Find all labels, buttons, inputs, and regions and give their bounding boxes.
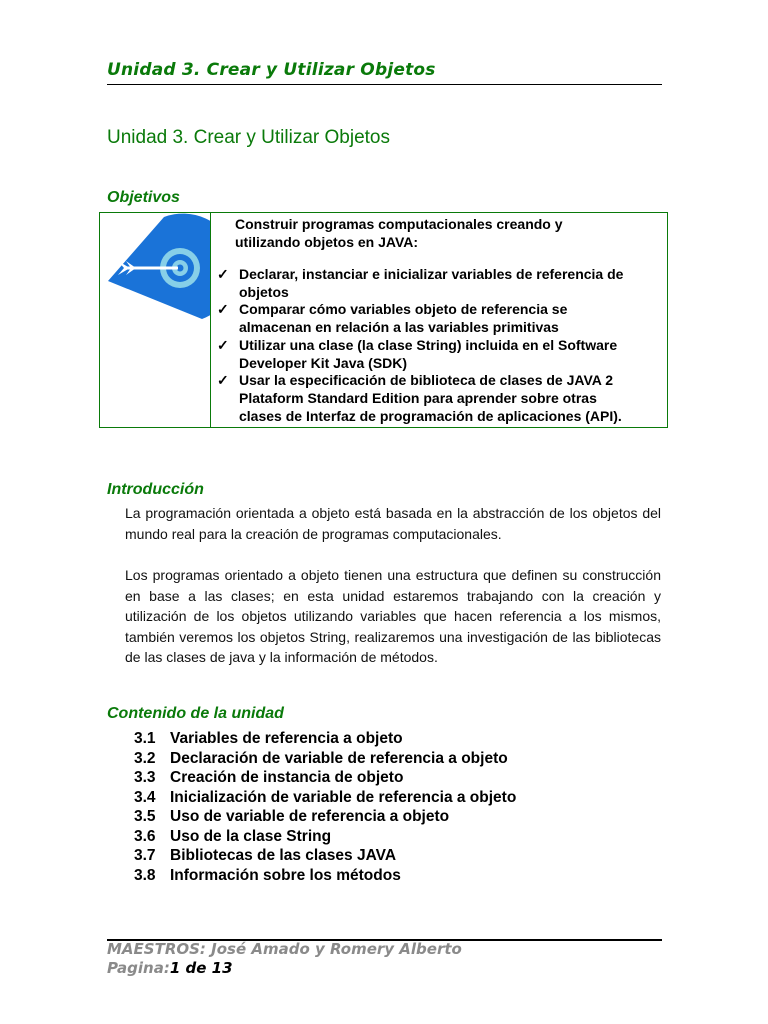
intro-paragraph-2: Los programas orientado a objeto tienen una estructura que definen su construcción en base a las clases; en esta unidad estaremos trabajando con la creación y utilización de los objetos utilizando variables que hacen referencia a los mismos, también veremos los objetos String, realizaremos una investigación de las bibliotecas de las clases de java y la información de métodos. [125, 567, 661, 666]
objective-item: ✓ Declarar, instanciar e inicializar variables de referencia de objetos [217, 266, 624, 300]
page-label: Pagina: [107, 959, 170, 977]
contents-item: 3.8 Información sobre los métodos [134, 866, 401, 884]
contents-item: 3.2 Declaración de variable de referencia a objeto [134, 749, 508, 767]
objectives-table [99, 212, 668, 428]
contents-item: 3.6 Uso de la clase String [134, 827, 332, 845]
footer-page [107, 959, 233, 977]
objectives-list [217, 266, 662, 425]
running-header: Unidad 3. Crear y Utilizar Objetos [107, 60, 436, 80]
header-rule [107, 84, 662, 85]
contents-item: 3.7 Bibliotecas de las clases JAVA [134, 847, 397, 864]
checkmark-icon: ✓ [217, 372, 229, 389]
checkmark-icon: ✓ [217, 336, 229, 353]
contents-list [134, 729, 516, 885]
contents-item: 3.1 Variables de referencia a objeto [134, 730, 403, 747]
contents-item: 3.3 Creación de instancia de objeto [134, 769, 404, 786]
footer-authors: MAESTROS: José Amado y Romery Alberto [107, 940, 462, 958]
objective-item: ✓ Utilizar una clase (la clase String) incluida en el Software Developer Kit Java (SDK) [217, 336, 618, 371]
contents-heading: Contenido de la unidad [107, 705, 284, 722]
table-divider [210, 213, 211, 427]
target-arrow-icon [106, 213, 210, 323]
objective-item: ✓ Comparar cómo variables objeto de referencia se almacenan en relación a las variables primitivas [217, 301, 568, 336]
contents-item: 3.5 Uso de variable de referencia a objeto [134, 808, 450, 825]
introduction-heading: Introducción [107, 481, 204, 498]
objectives-intro: Construir programas computacionales creando y utilizando objetos en JAVA: [235, 216, 563, 250]
objective-item: ✓ Usar la especificación de biblioteca de clases de JAVA 2 Plataform Standard Edition para aprender sobre otras clases de Interfaz de programación de aplicaciones (API). [217, 372, 622, 424]
checkmark-icon: ✓ [217, 266, 229, 282]
page-title: Unidad 3. Crear y Utilizar Objetos [107, 127, 390, 148]
objectives-heading: Objetivos [107, 189, 180, 206]
checkmark-icon: ✓ [217, 301, 229, 318]
page-number: 1 de 13 [169, 959, 233, 977]
intro-paragraph-1: La programación orientada a objeto está basada en la abstracción de los objetos del mundo real para la creación de programas computacionales. [125, 505, 661, 542]
contents-item: 3.4 Inicialización de variable de referencia a objeto [134, 788, 517, 806]
